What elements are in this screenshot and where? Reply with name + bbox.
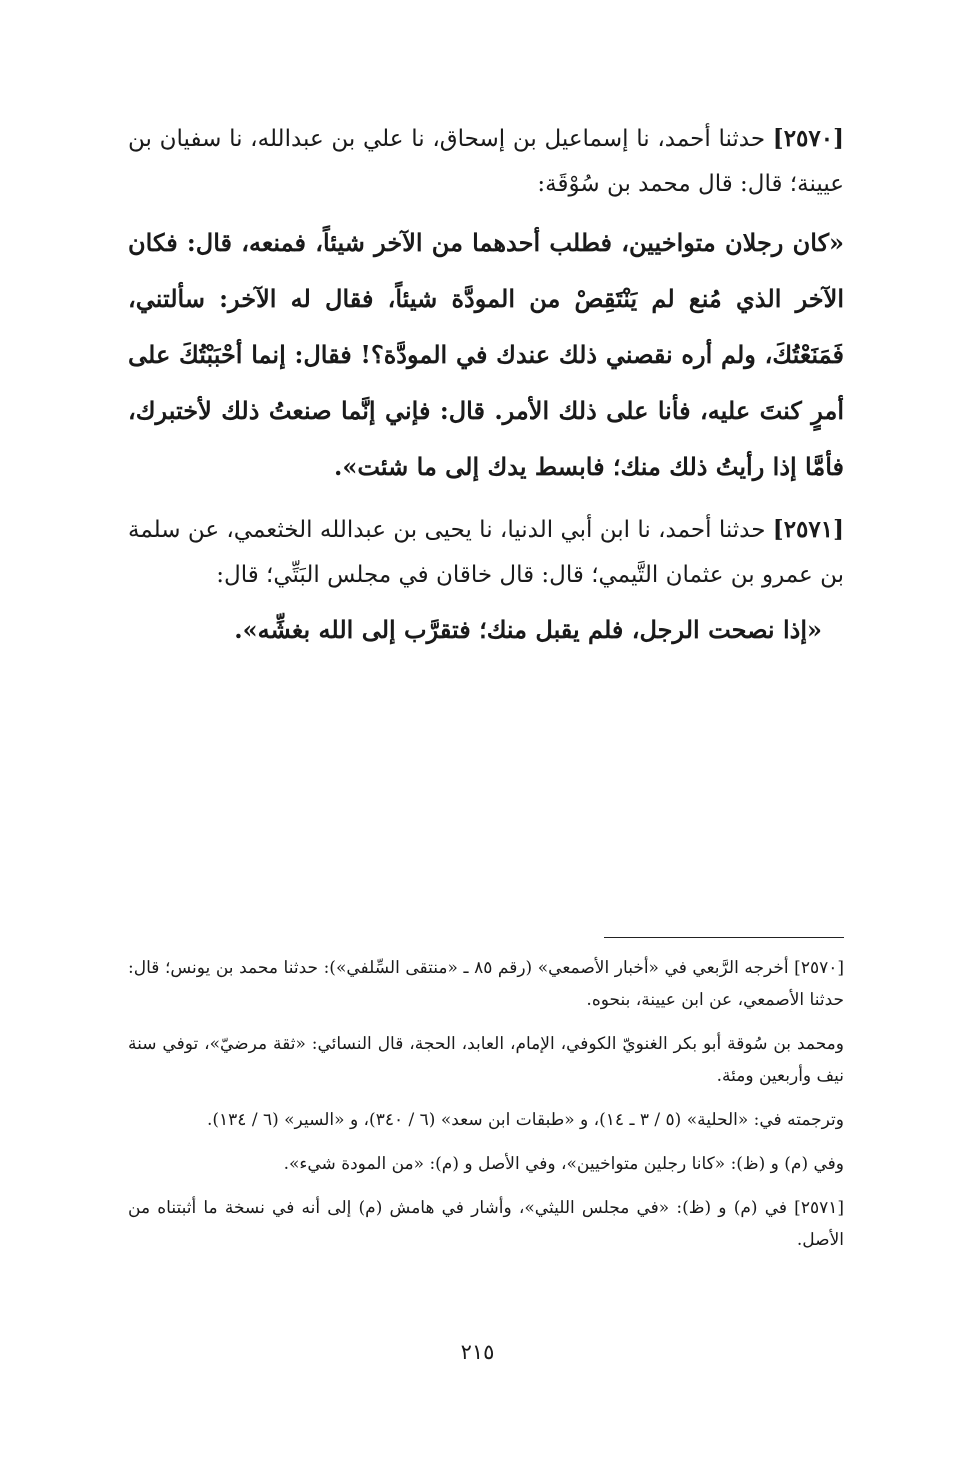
entry-2571-isnad-text: حدثنا أحمد، نا ابن أبي الدنيا، نا يحيى بن عبدالله الخثعمي، عن سلمة بن عمرو بن عثمان التَّيمي؛ قال: قال خاقان في مجلس البَتِّي؛ قال: [128, 517, 844, 588]
entry-2571-number: [٢٥٧١] [772, 516, 844, 543]
footnote-2570-narrator: ومحمد بن سُوقة أبو بكر الغنويّ الكوفي، الإمام، العابد، الحجة، قال النسائي: «ثقة مرضيّ»، توفي سنة نيف وأربعين ومئة. [128, 1034, 844, 1086]
entry-2570-matn: «كان رجلان متواخيين، فطلب أحدهما من الآخر شيئاً، فمنعه، قال: فكان الآخر الذي مُنع لم يَنْتَقِصْ من المودَّة شيئاً، فقال له الآخر: سألتني، فَمَنَعْتُكَ، ولم أره نقصني ذلك عندك في المودَّة؟! فقال: إنما أحْبَبْتُكَ على أمرٍ كنتَ عليه، فأنا على ذلك الأمر. قال: فإني إنَّما صنعتُ ذلك لأختبرك، فأمَّا إذا رأيتُ ذلك منك؛ فابسط يدك إلى ما شئت». [128, 228, 844, 481]
footnote-2571-variants: [٢٥٧١] في (م) و (ظ): «في مجلس الليثي»، وأشار في هامش (م) إلى أنه في نسخة ما أثبتناه من الأصل. [128, 1198, 844, 1250]
entry-2571-isnad [128, 507, 844, 598]
footnote-2570-source: [٢٥٧٠] أخرجه الرَّبعي في «أخبار الأصمعي» (رقم ٨٥ ـ «منتقى السِّلفي»): حدثنا محمد بن يونس؛ قال: حدثنا الأصمعي، عن ابن عيينة، بنحوه. [128, 958, 844, 1010]
footnotes [128, 952, 844, 1268]
page-number: ٢١٥ [460, 1340, 495, 1364]
footnote-separator [604, 937, 844, 938]
page-body [128, 112, 844, 1250]
footnote-2570-variants: وفي (م) و (ظ): «كانا رجلين متواخيين»، وفي الأصل و (م): «من المودة شيء». [283, 1154, 844, 1174]
entry-2571-matn: «إذا نصحت الرجل، فلم يقبل منك؛ فتقرَّب إلى الله بغشِّه». [234, 615, 822, 644]
entry-2570-number: [٢٥٧٠] [772, 125, 844, 152]
entry-2570-isnad [128, 116, 844, 207]
footnote-2570-biography: وترجمته في: «الحلية» (٥ / ٣ ـ ١٤)، و «طبقات ابن سعد» (٦ / ٣٤٠)، و «السير» (٦ / ١٣٤). [206, 1110, 844, 1130]
entry-2570-isnad-text: حدثنا أحمد، نا إسماعيل بن إسحاق، نا علي بن عبدالله، نا سفيان بن عيينة؛ قال: قال محمد بن سُوْقَة: [128, 126, 844, 197]
